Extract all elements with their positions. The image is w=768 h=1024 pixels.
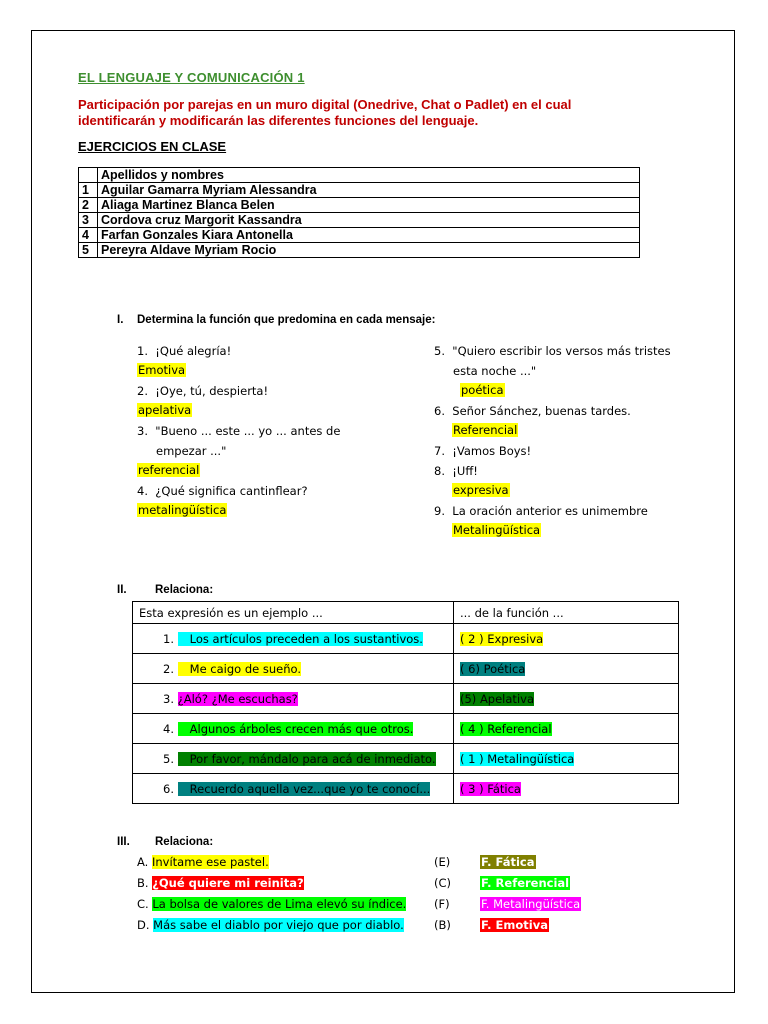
function-highlight: ( 1 ) Metalingüística (460, 751, 575, 766)
section3-numeral: III. (117, 836, 130, 848)
table-row: 1 Aguilar Gamarra Myriam Alessandra (79, 183, 640, 198)
table-row (79, 168, 640, 183)
list-item: 1. ¡Qué alegría! (137, 344, 232, 358)
expression-highlight: Algunos árboles crecen más que otros. (178, 722, 414, 736)
function-highlight: ( 6) Poética (460, 661, 526, 676)
answer-highlight: poética (461, 383, 504, 397)
list-item: D. Más sabe el diablo por viejo que por diablo. (137, 918, 404, 932)
answer-highlight: metalingüística (138, 503, 227, 517)
statement-highlight: La bolsa de valores de Lima elevó su índice. (152, 897, 407, 911)
list-item: 2. ¡Oye, tú, despierta! (137, 384, 269, 398)
table-row: 4 Farfan Gonzales Kiara Antonella (79, 228, 640, 243)
list-item: 3. "Bueno ... este ... yo ... antes de (137, 424, 341, 438)
table-row: 3 Cordova cruz Margorit Kassandra (79, 213, 640, 228)
code-label: (C) (434, 876, 452, 890)
function-highlight: F. Referencial (481, 876, 570, 890)
function-highlight: ( 4 ) Referencial (460, 721, 552, 736)
list-item: B. ¿Qué quiere mi reinita? (137, 876, 304, 890)
code-label: (E) (434, 855, 451, 869)
table-row: 1. Los artículos preceden a los sustantivos. ( 2 ) Expresiva (133, 624, 679, 654)
table-row (133, 602, 679, 624)
answer-highlight: referencial (138, 463, 200, 477)
statement-highlight: ¿Qué quiere mi reinita? (152, 876, 304, 890)
col-expression-header: Esta expresión es un ejemplo ... (133, 602, 454, 624)
expression-highlight: Por favor, mándalo para acá de inmediato. (178, 752, 436, 766)
function-highlight: F. Emotiva (481, 918, 548, 932)
expression-highlight: Me caigo de sueño. (178, 662, 301, 676)
function-highlight: F. Fática (481, 855, 535, 869)
col-function-header: ... de la función ... (454, 602, 679, 624)
code-label: (F) (434, 897, 450, 911)
table-row: 2. Me caigo de sueño. ( 6) Poética (133, 654, 679, 684)
table-row: 3. ¿Aló? ¿Me escuchas? (5) Apelativa (133, 684, 679, 714)
code-label: (B) (434, 918, 451, 932)
names-header: Apellidos y nombres (98, 168, 640, 183)
instructions: Participación por parejas en un muro digital (Onedrive, Chat o Padlet) en el cual identificarán y modificarán las diferentes funciones del lenguaje. (78, 97, 572, 128)
section2-heading: Relaciona: (155, 584, 214, 596)
function-highlight: (5) Apelativa (460, 691, 534, 706)
list-item: 5. "Quiero escribir los versos más tristes (434, 344, 671, 358)
list-item: A. Invítame ese pastel. (137, 855, 269, 869)
answer-highlight: Emotiva (138, 363, 186, 377)
expression-highlight: Recuerdo aquella vez...que yo te conocí... (178, 782, 431, 796)
list-item-continuation: esta noche ..." (453, 364, 537, 378)
statement-highlight: Invítame ese pastel. (151, 855, 269, 869)
section1-heading: Determina la función que predomina en cada mensaje: (137, 314, 436, 326)
list-item: 6. Señor Sánchez, buenas tardes. (434, 404, 631, 418)
names-table (78, 167, 640, 258)
list-item: 4. ¿Qué significa cantinflear? (137, 484, 308, 498)
section-subtitle: EJERCICIOS EN CLASE (78, 139, 227, 154)
table-row: 4. Algunos árboles crecen más que otros. ( 4 ) Referencial (133, 714, 679, 744)
list-item-continuation: empezar ..." (156, 444, 227, 458)
function-highlight: F. Metalingüística (481, 897, 581, 911)
answer-highlight: expresiva (453, 483, 509, 497)
list-item: 8. ¡Uff! (434, 464, 478, 478)
relation-table (132, 601, 679, 804)
list-item: 9. La oración anterior es unimembre (434, 504, 648, 518)
section2-numeral: II. (117, 584, 127, 596)
document-title: EL LENGUAJE Y COMUNICACIÓN 1 (78, 70, 305, 85)
answer-highlight: Referencial (453, 423, 518, 437)
section1-numeral: I. (117, 314, 124, 326)
expression-highlight: Los artículos preceden a los sustantivos. (178, 632, 423, 646)
list-item: C. La bolsa de valores de Lima elevó su índice. (137, 897, 407, 911)
answer-highlight: apelativa (138, 403, 192, 417)
answer-highlight: Metalingüística (453, 523, 541, 537)
function-highlight: ( 3 ) Fática (460, 781, 521, 796)
statement-highlight: Más sabe el diablo por viejo que por diablo. (153, 918, 404, 932)
table-row: 6. Recuerdo aquella vez...que yo te conocí... ( 3 ) Fática (133, 774, 679, 804)
list-item: 7. ¡Vamos Boys! (434, 444, 532, 458)
function-highlight: ( 2 ) Expresiva (460, 631, 544, 646)
section3-heading: Relaciona: (155, 836, 214, 848)
table-row: 5. Por favor, mándalo para acá de inmediato. ( 1 ) Metalingüística (133, 744, 679, 774)
table-row: 2 Aliaga Martinez Blanca Belen (79, 198, 640, 213)
expression-highlight: ¿Aló? ¿Me escuchas? (177, 691, 298, 706)
table-row: 5 Pereyra Aldave Myriam Rocio (79, 243, 640, 258)
